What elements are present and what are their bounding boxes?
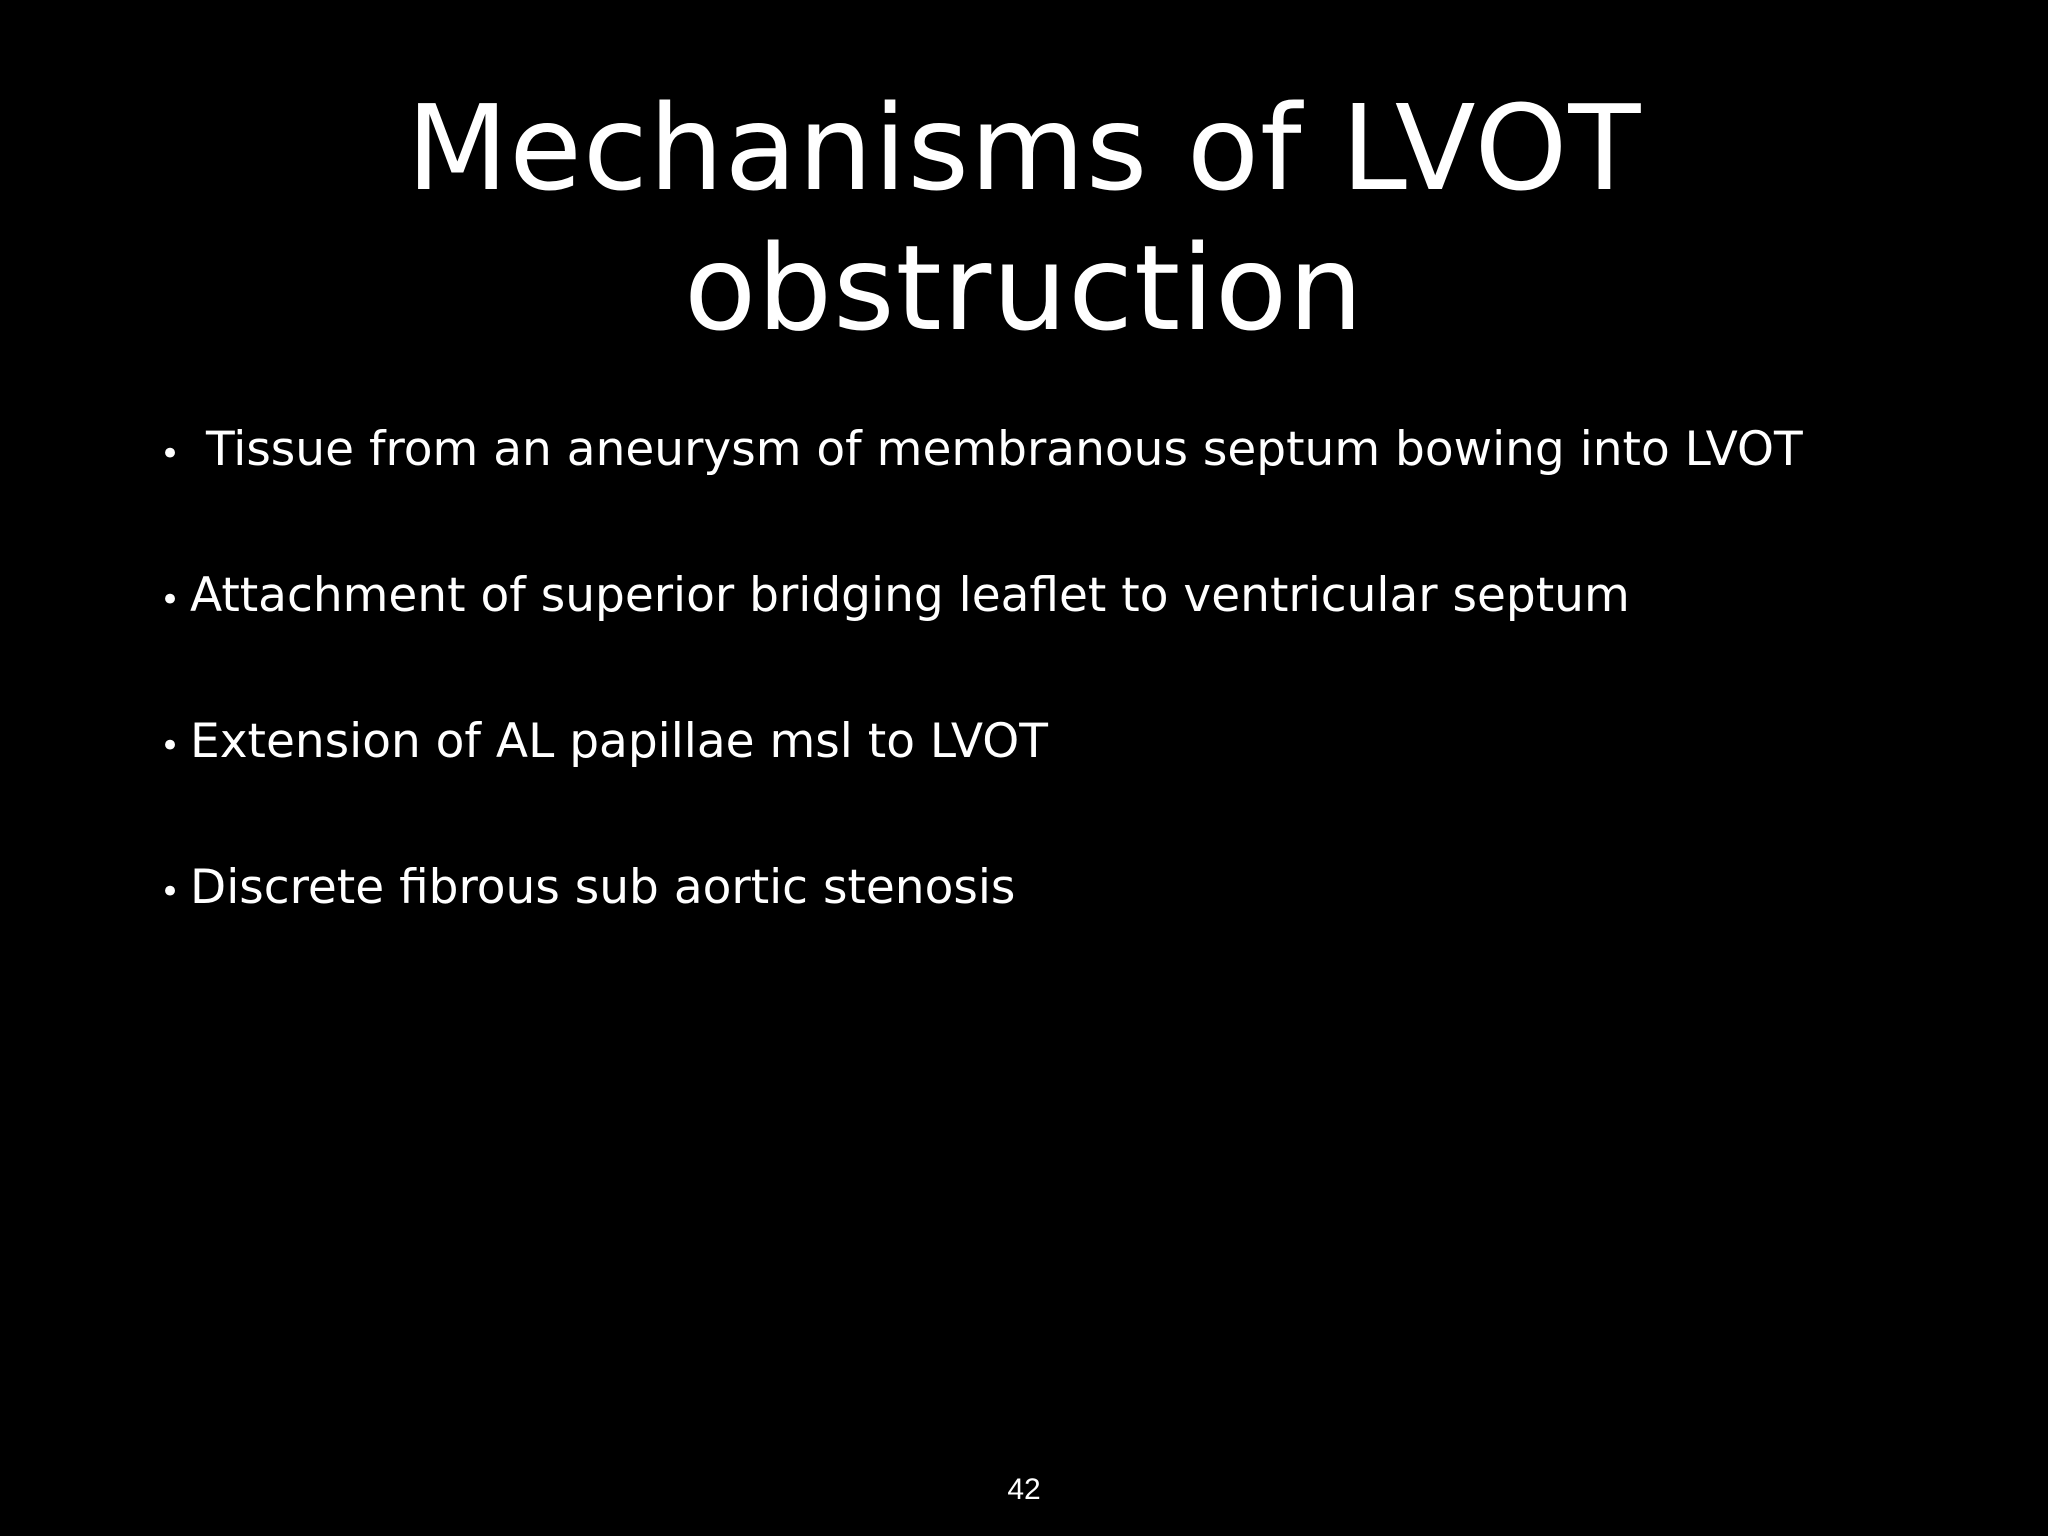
bullet-text: Tissue from an aneurysm of membranous septum bowing into LVOT [206,422,1803,477]
bullet-text: Extension of AL papillae msl to LVOT [190,714,1048,769]
page-number: 42 [1007,1473,1041,1506]
bullet-item [160,848,1960,994]
bullet-dot-icon: • [160,434,181,474]
bullet-dot-icon: • [160,580,181,620]
slide-title [200,78,1848,358]
bullet-dot-icon: • [160,726,181,766]
slide-title-line-2: obstruction [683,219,1365,357]
bullet-item [160,702,1960,848]
bullet-item [160,410,1960,556]
bullet-text: Attachment of superior bridging leaflet to ventricular septum [190,568,1630,623]
bullet-list [160,410,1960,994]
slide-title-line-1: Mechanisms of LVOT [406,79,1642,217]
bullet-dot-icon: • [160,872,181,912]
bullet-text: Discrete fibrous sub aortic stenosis [190,860,1016,915]
bullet-item [160,556,1960,702]
